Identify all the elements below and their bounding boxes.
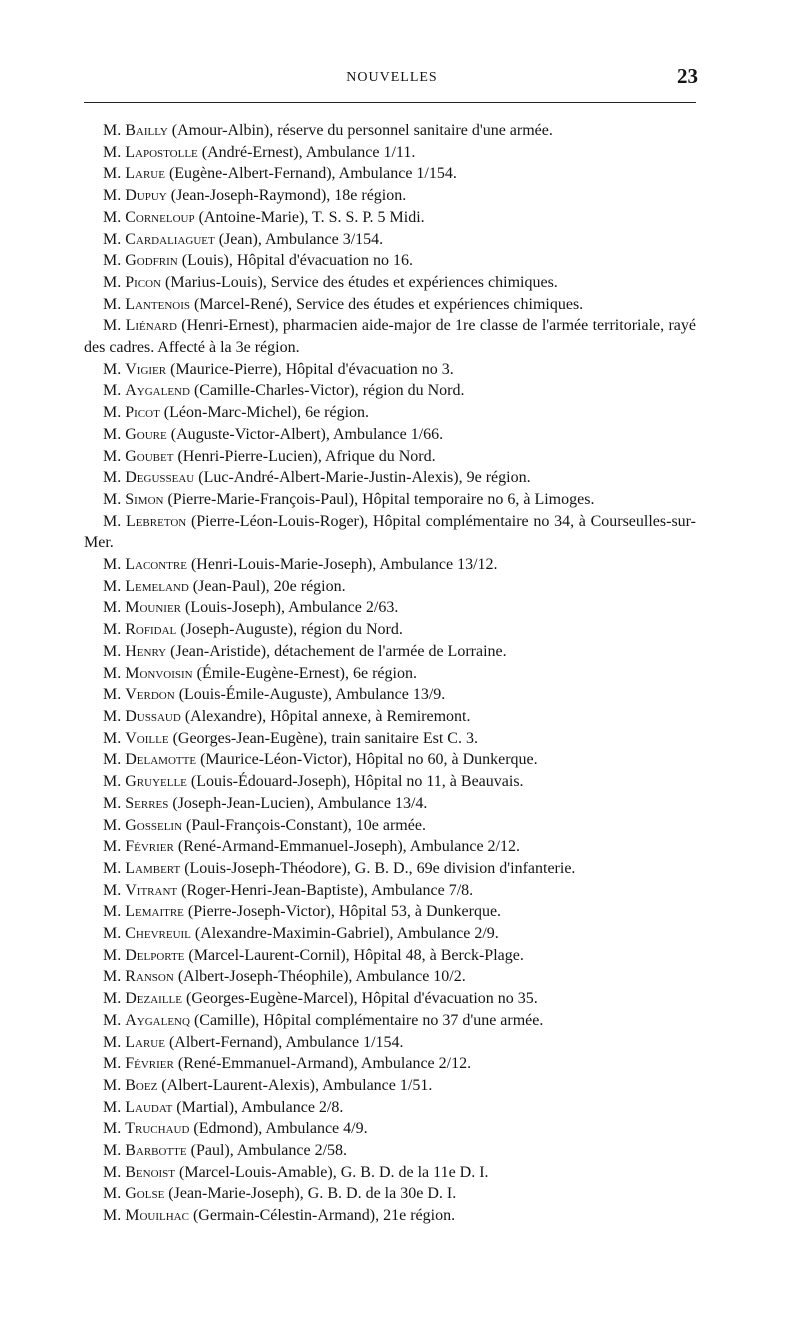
entry-prefix: M. — [103, 360, 122, 378]
entry-surname: Delporte — [125, 946, 185, 964]
list-item — [84, 728, 696, 750]
entry-surname: Lantenois — [125, 295, 191, 313]
entry-surname: Henry — [125, 642, 167, 660]
entry-prefix: M. — [103, 1055, 122, 1073]
list-item — [84, 1118, 696, 1140]
entry-prefix: M. — [103, 773, 122, 791]
entry-details: (Pierre-Marie-François-Paul), Hôpital temporaire no 6, à Limoges. — [167, 490, 595, 508]
list-item — [84, 185, 696, 207]
entry-details: (Auguste-Victor-Albert), Ambulance 1/66. — [170, 425, 444, 443]
list-item — [84, 988, 696, 1010]
entry-surname: Février — [125, 838, 174, 856]
entry-prefix: M. — [103, 968, 122, 986]
running-title: NOUVELLES — [346, 70, 438, 85]
list-item — [84, 424, 696, 446]
entry-surname: Aygalend — [125, 382, 190, 400]
entry-prefix: M. — [103, 794, 122, 812]
entry-surname: Barbotte — [125, 1142, 187, 1160]
entry-details: (Maurice-Léon-Victor), Hôpital no 60, à Dunkerque. — [200, 751, 538, 769]
entry-details: (Camille-Charles-Victor), région du Nord. — [193, 382, 465, 400]
entry-prefix: M. — [103, 816, 122, 834]
entry-prefix: M. — [103, 556, 122, 574]
list-item — [84, 706, 696, 728]
entry-prefix: M. — [103, 859, 122, 877]
entry-details: (Paul), Ambulance 2/58. — [190, 1142, 348, 1160]
entry-details: (Louis-Émile-Auguste), Ambulance 13/9. — [178, 686, 446, 704]
entry-details: (Louis-Joseph), Ambulance 2/63. — [185, 599, 399, 617]
list-item — [84, 1162, 696, 1184]
entry-prefix: M. — [103, 621, 122, 639]
entry-prefix: M. — [103, 1142, 122, 1160]
list-item — [84, 641, 696, 663]
entry-prefix: M. — [103, 165, 122, 183]
entry-prefix: M. — [103, 751, 122, 769]
entry-prefix: M. — [103, 187, 122, 205]
list-item — [84, 446, 696, 468]
entry-details: (Louis-Édouard-Joseph), Hôpital no 11, à Beauvais. — [190, 773, 524, 791]
page-header — [84, 64, 700, 94]
entry-details: (Joseph-Jean-Lucien), Ambulance 13/4. — [172, 794, 428, 812]
entry-surname: Lemaitre — [125, 903, 184, 921]
list-item — [84, 250, 696, 272]
entry-surname: Picot — [125, 404, 160, 422]
entry-prefix: M. — [103, 143, 122, 161]
list-item — [84, 1010, 696, 1032]
entry-details: (Germain-Célestin-Armand), 21e région. — [192, 1207, 456, 1225]
entry-details: (Jean-Aristide), détachement de l'armée de Lorraine. — [170, 642, 507, 660]
entry-surname: Lebreton — [125, 512, 187, 530]
entry-details: (Martial), Ambulance 2/8. — [176, 1098, 344, 1116]
entry-details: (Paul-François-Constant), 10e armée. — [186, 816, 426, 834]
entry-details: (René-Armand-Emmanuel-Joseph), Ambulance 2/12. — [177, 838, 520, 856]
entry-surname: Voille — [125, 729, 169, 747]
entry-details: (Louis), Hôpital d'évacuation no 16. — [181, 252, 414, 270]
list-item — [84, 880, 696, 902]
entry-details: (Alexandre-Maximin-Gabriel), Ambulance 2/9. — [194, 925, 499, 943]
entry-details: (Jean-Marie-Joseph), G. B. D. de la 30e D. I. — [168, 1185, 457, 1203]
entry-surname: Simon — [125, 490, 164, 508]
list-item — [84, 793, 696, 815]
list-item — [84, 511, 696, 554]
entry-prefix: M. — [103, 577, 122, 595]
list-item — [84, 1075, 696, 1097]
list-item — [84, 945, 696, 967]
entry-details: (Léon-Marc-Michel), 6e région. — [163, 404, 370, 422]
entry-prefix: M. — [103, 1120, 122, 1138]
entry-prefix: M. — [103, 1207, 122, 1225]
entry-details: (Henri-Louis-Marie-Joseph), Ambulance 13/12. — [190, 556, 498, 574]
entry-prefix: M. — [103, 425, 122, 443]
list-item — [84, 402, 696, 424]
entry-surname: Goubet — [125, 447, 174, 465]
entry-prefix: M. — [103, 230, 122, 248]
entry-surname: Chevreuil — [125, 925, 191, 943]
entry-prefix: M. — [103, 1033, 122, 1051]
list-item — [84, 1053, 696, 1075]
entry-prefix: M. — [103, 382, 122, 400]
header-rule — [84, 102, 696, 103]
entry-details: (Alexandre), Hôpital annexe, à Remiremont. — [184, 707, 471, 725]
list-item — [84, 207, 696, 229]
entry-prefix: M. — [103, 122, 122, 139]
entry-surname: Lambert — [125, 859, 181, 877]
entry-details: (Georges-Eugène-Marcel), Hôpital d'évacuation no 35. — [186, 990, 538, 1008]
list-item — [84, 1032, 696, 1054]
entry-prefix: M. — [103, 490, 122, 508]
list-item — [84, 684, 696, 706]
entry-surname: Liénard — [125, 317, 177, 335]
entry-prefix: M. — [103, 252, 122, 270]
list-item — [84, 229, 696, 251]
entry-details: (Jean-Joseph-Raymond), 18e région. — [170, 187, 407, 205]
entry-surname: Ranson — [125, 968, 174, 986]
entry-surname: Bailly — [125, 122, 168, 139]
list-item — [84, 815, 696, 837]
list-item — [84, 576, 696, 598]
list-item — [84, 1140, 696, 1162]
entry-surname: Février — [125, 1055, 174, 1073]
list-item — [84, 663, 696, 685]
entry-details: (Camille), Hôpital complémentaire no 37 d'une armée. — [193, 1011, 544, 1029]
entry-prefix: M. — [103, 707, 122, 725]
entry-prefix: M. — [103, 925, 122, 943]
entry-prefix: M. — [103, 469, 122, 487]
entry-prefix: M. — [103, 729, 122, 747]
entry-prefix: M. — [103, 273, 122, 291]
entry-surname: Godfrin — [125, 252, 178, 270]
list-item — [84, 619, 696, 641]
entry-details: (Marcel-René), Service des études et expériences chimiques. — [194, 295, 584, 313]
entry-details: (Amour-Albin), réserve du personnel sanitaire d'une armée. — [171, 122, 553, 139]
entry-surname: Rofidal — [125, 621, 177, 639]
entry-details: (Marcel-Laurent-Cornil), Hôpital 48, à Berck-Plage. — [188, 946, 524, 964]
list-item — [84, 120, 696, 142]
entry-prefix: M. — [103, 664, 122, 682]
entry-surname: Aygalenq — [125, 1011, 190, 1029]
entry-surname: Larue — [125, 1033, 165, 1051]
list-item — [84, 380, 696, 402]
list-item — [84, 315, 696, 358]
entry-prefix: M. — [103, 946, 122, 964]
entry-details: (Jean), Ambulance 3/154. — [218, 230, 384, 248]
entry-details: (Antoine-Marie), T. S. S. P. 5 Midi. — [198, 208, 425, 226]
list-item — [84, 597, 696, 619]
entry-prefix: M. — [103, 686, 122, 704]
entry-surname: Monvoisin — [125, 664, 193, 682]
page-number: 23 — [677, 64, 698, 88]
entry-surname: Dussaud — [125, 707, 181, 725]
list-item — [84, 272, 696, 294]
entry-surname: Cardaliaguet — [125, 230, 215, 248]
list-item — [84, 554, 696, 576]
list-item — [84, 1205, 696, 1227]
entry-details: (Albert-Fernand), Ambulance 1/154. — [168, 1033, 404, 1051]
entry-surname: Benoist — [125, 1163, 176, 1181]
entry-surname: Larue — [125, 165, 165, 183]
entry-prefix: M. — [103, 1163, 122, 1181]
entry-details: (Pierre-Léon-Louis-Roger), Hôpital complémentaire no 34, à Courseulles-sur-Mer. — [84, 512, 697, 552]
list-item — [84, 749, 696, 771]
entry-details: (Henri-Ernest), pharmacien aide-major de 1re classe de l'armée territoriale, rayé des cadres. Affecté à la 3e région. — [84, 317, 697, 357]
entry-surname: Lapostolle — [125, 143, 198, 161]
entry-surname: Boez — [125, 1076, 158, 1094]
entry-prefix: M. — [103, 599, 122, 617]
entry-surname: Lemeland — [125, 577, 189, 595]
entry-details: (Henri-Pierre-Lucien), Afrique du Nord. — [177, 447, 436, 465]
entry-details: (Pierre-Joseph-Victor), Hôpital 53, à Dunkerque. — [187, 903, 502, 921]
list-item — [84, 966, 696, 988]
list-item — [84, 1183, 696, 1205]
entry-surname: Mounier — [125, 599, 182, 617]
entry-surname: Laudat — [125, 1098, 173, 1116]
entry-surname: Mouilhac — [125, 1207, 189, 1225]
entry-surname: Delamotte — [125, 751, 197, 769]
list-item — [84, 901, 696, 923]
entry-details: (Maurice-Pierre), Hôpital d'évacuation no 3. — [170, 360, 454, 378]
entry-surname: Gruyelle — [125, 773, 187, 791]
entry-details: (André-Ernest), Ambulance 1/11. — [201, 143, 416, 161]
entry-surname: Truchaud — [125, 1120, 190, 1138]
entry-details: (Marcel-Louis-Amable), G. B. D. de la 11e D. I. — [179, 1163, 489, 1181]
entry-surname: Vitrant — [125, 881, 178, 899]
entry-prefix: M. — [103, 903, 122, 921]
list-item — [84, 771, 696, 793]
entry-prefix: M. — [103, 295, 122, 313]
list-item — [84, 489, 696, 511]
list-item — [84, 858, 696, 880]
entry-surname: Dezaille — [125, 990, 182, 1008]
list-item — [84, 836, 696, 858]
entry-surname: Serres — [125, 794, 169, 812]
entry-details: (Georges-Jean-Eugène), train sanitaire Est C. 3. — [172, 729, 478, 747]
entry-prefix: M. — [103, 1011, 122, 1029]
entry-surname: Golse — [125, 1185, 165, 1203]
list-item — [84, 294, 696, 316]
list-item — [84, 923, 696, 945]
entry-details: (Roger-Henri-Jean-Baptiste), Ambulance 7/8. — [181, 881, 474, 899]
entry-details: (Luc-André-Albert-Marie-Justin-Alexis), 9e région. — [198, 469, 531, 487]
entry-details: (Albert-Joseph-Théophile), Ambulance 10/2. — [177, 968, 466, 986]
list-item — [84, 1097, 696, 1119]
entry-surname: Picon — [125, 273, 162, 291]
list-item — [84, 467, 696, 489]
list-item — [84, 163, 696, 185]
entry-surname: Dupuy — [125, 187, 167, 205]
entry-prefix: M. — [103, 317, 122, 335]
entry-surname: Goure — [125, 425, 167, 443]
entry-prefix: M. — [103, 838, 122, 856]
entry-details: (René-Emmanuel-Armand), Ambulance 2/12. — [177, 1055, 472, 1073]
entry-details: (Edmond), Ambulance 4/9. — [193, 1120, 368, 1138]
entry-details: (Joseph-Auguste), région du Nord. — [180, 621, 403, 639]
entry-prefix: M. — [103, 990, 122, 1008]
entry-prefix: M. — [103, 447, 122, 465]
entry-prefix: M. — [103, 404, 122, 422]
entry-surname: Verdon — [125, 686, 175, 704]
entry-details: (Louis-Joseph-Théodore), G. B. D., 69e division d'infanterie. — [184, 859, 576, 877]
entry-prefix: M. — [103, 1098, 122, 1116]
entry-list — [84, 120, 696, 1227]
entry-surname: Vigier — [125, 360, 167, 378]
entry-details: (Albert-Laurent-Alexis), Ambulance 1/51. — [161, 1076, 433, 1094]
entry-surname: Corneloup — [125, 208, 195, 226]
entry-prefix: M. — [103, 1185, 122, 1203]
list-item — [84, 142, 696, 164]
entry-details: (Jean-Paul), 20e région. — [192, 577, 346, 595]
entry-surname: Lacontre — [125, 556, 187, 574]
entry-surname: Gosselin — [125, 816, 183, 834]
entry-prefix: M. — [103, 208, 122, 226]
entry-prefix: M. — [103, 642, 122, 660]
list-item — [84, 359, 696, 381]
entry-surname: Degusseau — [125, 469, 195, 487]
entry-details: (Eugène-Albert-Fernand), Ambulance 1/154. — [168, 165, 457, 183]
entry-details: (Marius-Louis), Service des études et expériences chimiques. — [165, 273, 558, 291]
entry-prefix: M. — [103, 512, 122, 530]
entry-prefix: M. — [103, 881, 122, 899]
entry-prefix: M. — [103, 1076, 122, 1094]
entry-details: (Émile-Eugène-Ernest), 6e région. — [196, 664, 417, 682]
